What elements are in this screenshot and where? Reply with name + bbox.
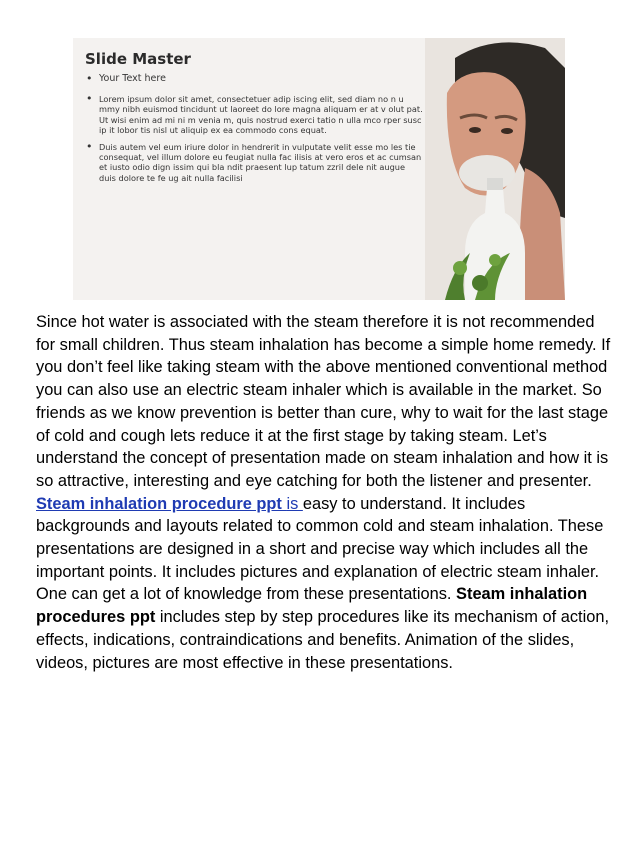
steam-inhaler-photo <box>425 38 565 300</box>
slide-bullet: • Lorem ipsum dolor sit amet, consectetuer adip iscing elit, sed diam no n u mmy nibh euismod tincidunt ut laoreet do lore magna aliquam er at v olut pat. Ut wisi enim ad mi ni m venia m, quis nostrud exerci tatio n ulla mco rper susc ip it lobor tis nisl ut aliquip ex ea commodo cons equat. <box>83 94 423 135</box>
article-body <box>36 311 611 674</box>
slide-bullet: • Your Text here <box>83 74 423 84</box>
slide-title: Slide Master <box>85 50 191 68</box>
bold-phrase: Steam inhalation procedures ppt <box>36 585 588 627</box>
slide-text-area <box>83 50 423 190</box>
slide-bullet: • Duis autem vel eum iriure dolor in hendrerit in vulputate velit esse mo les tie consequat, vel illum dolore eu feugiat nulla fac ilisis at vero eros et ac cumsan et iusto odio dign issim qui bla ndit praesent lup tatum zzril dele nit augue duis dolore te fe ug ait nulla facilisi <box>83 142 423 183</box>
link-trailing-text: is <box>286 494 303 513</box>
paragraph-2-text-b: includes step by step procedures like its mechanism of action, effects, indications, contraindications and benefits. Animation of the slides, videos, pictures are most effective in these presentations. <box>36 608 610 672</box>
article-paragraph-1: Since hot water is associated with the steam therefore it is not recommended for small children. Thus steam inhalation has become a simple home remedy. If you don’t feel like taking steam with the above mentioned conventional method you can also use an electric steam inhaler which is available in the market. So friends as we know prevention is better than cure, why to wait for the last stage of cold and cough lets reduce it at the first stage by taking steam. Let’s understand the concept of presentation made on steam inhalation and how it is so attractive, interesting and eye catching for both the listener and presenter. <box>36 313 611 490</box>
article-paragraph-2 <box>36 493 611 675</box>
paragraph-2-text-a: easy to understand. It includes backgrounds and layouts related to common cold and steam inhalation. These presentations are designed in a short and precise way which includes all the important points. It includes pictures and explanation of electric steam inhaler. One can get a lot of knowledge from these presentations. <box>36 494 604 604</box>
slide-master-thumbnail <box>73 38 565 300</box>
steam-inhalation-ppt-link[interactable]: Steam inhalation procedure ppt <box>36 494 287 513</box>
